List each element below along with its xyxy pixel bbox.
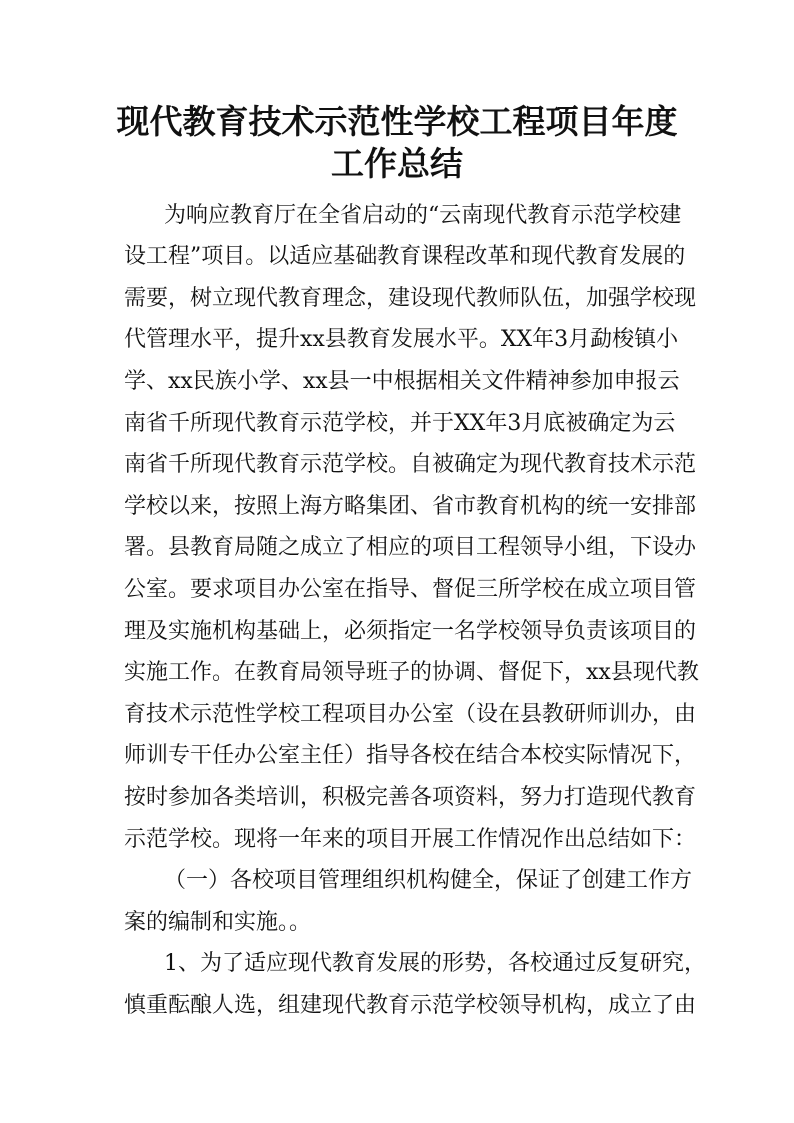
paragraph-line: 公室。要求项目办公室在指导、督促三所学校在成立项目管 [124, 577, 697, 602]
paragraph-line: 师训专干任办公室主任）指导各校在结合本校实际情况下， [124, 743, 697, 768]
paragraph-line: 需要，树立现代教育理念，建设现代教师队伍，加强学校现 [124, 286, 697, 311]
paragraph-line: 南省千所现代教育示范学校，并于XX年3月底被确定为云 [124, 411, 676, 436]
paragraph-line: 设工程”项目。以适应基础教育课程改革和现代教育发展的 [124, 244, 686, 269]
paragraph-line: 慎重酝酿人选，组建现代教育示范学校领导机构，成立了由 [124, 993, 697, 1018]
paragraph-line: 学校以来，按照上海方略集团、省市教育机构的统一安排部 [124, 494, 697, 519]
section-heading-line: （一）各校项目管理组织机构健全，保证了创建工作方 [164, 868, 693, 893]
paragraph-line: 为响应教育厅在全省启动的“云南现代教育示范学校建 [164, 203, 682, 228]
paragraph-line: 理及实施机构基础上，必须指定一名学校领导负责该项目的 [124, 619, 697, 644]
paragraph-line: 育技术示范性学校工程项目办公室（设在县教研师训办，由 [124, 702, 697, 727]
paragraph-line: 代管理水平，提升xx县教育发展水平。XX年3月勐梭镇小 [124, 327, 679, 352]
document-title-line-2: 工作总结 [331, 144, 463, 183]
paragraph-line: 学、xx民族小学、xx县一中根据相关文件精神参加申报云 [124, 369, 680, 394]
document-title-line-1: 现代教育技术示范性学校工程项目年度 [116, 102, 678, 141]
paragraph-line: 实施工作。在教育局领导班子的协调、督促下，xx县现代教 [124, 660, 699, 685]
paragraph-line: 1、为了适应现代教育发展的形势，各校通过反复研究， [164, 951, 706, 976]
paragraph-line: 按时参加各类培训，积极完善各项资料，努力打造现代教育 [124, 785, 697, 810]
paragraph-line: 南省千所现代教育示范学校。自被确定为现代教育技术示范 [124, 452, 697, 477]
section-heading-line: 案的编制和实施。。 [124, 910, 312, 935]
paragraph-line: 署。县教育局随之成立了相应的项目工程领导小组，下设办 [124, 535, 697, 560]
paragraph-line: 示范学校。现将一年来的项目开展工作情况作出总结如下： [124, 827, 697, 852]
